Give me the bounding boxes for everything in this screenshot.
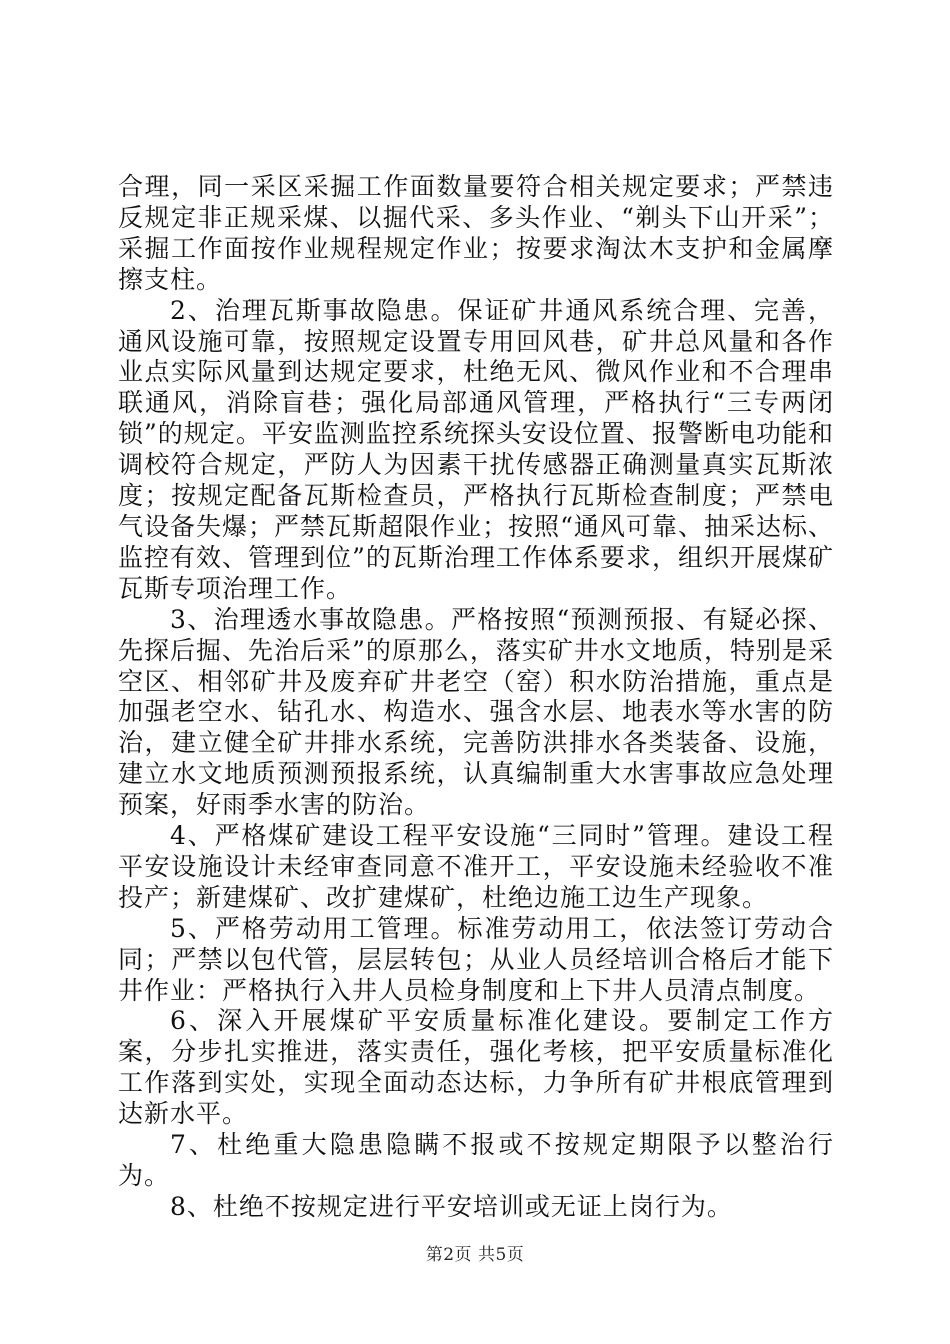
paragraph-item-8: 8、杜绝不按规定进行平安培训或无证上岗行为。 bbox=[170, 1191, 733, 1221]
paragraph-item-3: 3、治理透水事故隐患。严格按照“预测预报、有疑必探、先探后掘、先治后采”的原那么，落实矿井水文地质，特别是采空区、相邻矿井及废弃矿井老空（窑）积水防治措施，重点是加强老空水、钻孔水、构造水、强含水层、地表水等水害的防治，建立健全矿井排水系统，完善防洪排水各类装备、设施，建立水文地质预测预报系统，认真编制重大水害事故应急处理预案，好雨季水害的防治。 bbox=[118, 604, 834, 820]
paragraph-item-6: 6、深入开展煤矿平安质量标准化建设。要制定工作方案，分步扎实推进，落实责任，强化考核，把平安质量标准化工作落到实处，实现全面动态达标，力争所有矿井根底管理到达新水平。 bbox=[118, 1006, 834, 1129]
document-body bbox=[118, 172, 834, 1223]
paragraph-item-5: 5、严格劳动用工管理。标准劳动用工，依法签订劳动合同；严禁以包代管，层层转包；从业人员经培训合格后才能下井作业：严格执行入井人员检身制度和上下井人员清点制度。 bbox=[118, 913, 834, 1005]
paragraph-continuation: 合理，同一采区采掘工作面数量要符合相关规定要求；严禁违反规定非正规采煤、以掘代采、多头作业、“剃头下山开采”；采掘工作面按作业规程规定作业；按要求淘汰木支护和金属摩擦支柱。 bbox=[118, 172, 834, 294]
paragraph-item-2: 2、治理瓦斯事故隐患。保证矿井通风系统合理、完善，通风设施可靠，按照规定设置专用回风巷，矿井总风量和各作业点实际风量到达规定要求，杜绝无风、微风作业和不合理串联通风，消除盲巷；强化局部通风管理，严格执行“三专两闭锁”的规定。平安监测监控系统探头安设位置、报警断电功能和调校符合规定，严防人为因素干扰传感器正确测量真实瓦斯浓度；按规定配备瓦斯检查员，严格执行瓦斯检查制度；严禁电气设备失爆；严禁瓦斯超限作业；按照“通风可靠、抽采达标、监控有效、管理到位”的瓦斯治理工作体系要求，组织开展煤矿瓦斯专项治理工作。 bbox=[118, 295, 834, 603]
paragraph-item-4: 4、严格煤矿建设工程平安设施“三同时”管理。建设工程平安设施设计未经审查同意不准开工，平安设施未经验收不准投产；新建煤矿、改扩建煤矿，杜绝边施工边生产现象。 bbox=[118, 821, 834, 912]
page-footer: 第2页 共5页 bbox=[425, 1245, 525, 1265]
paragraph-item-7: 7、杜绝重大隐患隐瞒不报或不按规定期限予以整治行为。 bbox=[118, 1130, 834, 1190]
